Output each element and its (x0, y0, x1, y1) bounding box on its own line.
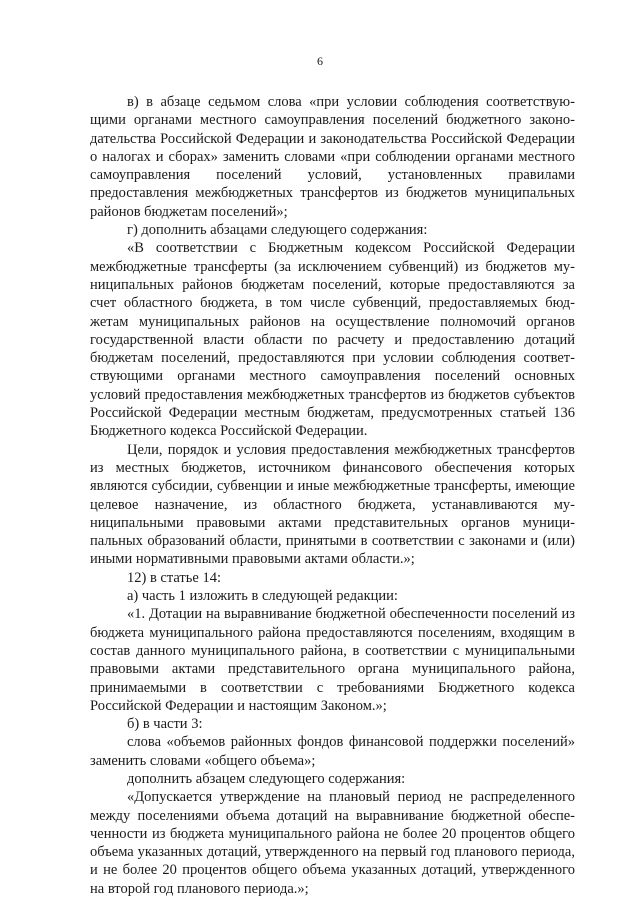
paragraph-budget-code-transfers: «В соответствии с Бюджетным кодексом Российской Федерации межбюджетные трансферты (за исключением субвенций) из бюджетов муниципальных районов бюджетам поселений, которые предоставляются за счет областного бюджета, в том числе субвенций, предоставляемых бюджетам муниципальных районов на осуществление полномочий органов государственной власти области по расчету и предоставлению дотаций бюджетам поселений, предоставляются при условии соблюдения соответствующими органами местного самоуправления поселений основных условий предоставления межбюджетных трансфертов из бюджетов субъектов Российской Федерации местным бюджетам, предусмотренных статьей 136 Бюджетного кодекса Российской Федерации. (90, 240, 575, 440)
paragraph-add-clause: дополнить абзацем следующего содержания: (127, 770, 406, 787)
document-body (90, 93, 575, 898)
paragraph-part-1-heading: а) часть 1 изложить в следующей редакции: (127, 588, 398, 605)
paragraph-words-replacement: слова «объемов районных фондов финансовой поддержки поселений» заменить словами «общего объема»; (90, 734, 575, 769)
paragraph-part-1-text: «1. Дотации на выравнивание бюджетной обеспеченности поселений из бюджета муниципального района предоставляются поселениям, входящим в состав данного муниципального района, в соответствии с муниципальными правовыми актами представительного органа муниципального района, принимаемыми в соответствии с требованиями Бюджетного кодекса Российской Федерации и настоящим Законом.»; (90, 606, 575, 714)
paragraph-transfer-goals: Цели, порядок и условия предоставления межбюджетных трансфертов из местных бюджетов, источником финансового обеспечения которых являются субсидии, субвенции и иные межбюджетные трансферты, имеющие целевое назначение, из областного бюджета, устанавливаются муниципальными правовыми актами представительных органов муниципальных образований области, принятыми в соответствии с законами и (или) иными нормативными правовыми актами области.»; (90, 441, 575, 568)
page-number: 6 (317, 54, 323, 68)
paragraph-planning-period: «Допускается утверждение на плановый период не распределенного между поселениями объема дотаций на выравнивание бюджетной обеспеченности из бюджета муниципального района не более 20 процентов общего объема указанных дотаций, утвержденного на первый год планового периода, и не более 20 процентов общего объема указанных дотаций, утвержденного на второй год планового периода.»; (90, 789, 575, 897)
paragraph-part-3-heading: б) в части 3: (127, 716, 203, 733)
paragraph-article-14: 12) в статье 14: (127, 569, 221, 586)
paragraph-amendment-v: в) в абзаце седьмом слова «при условии соблюдения соответствующими органами местного самоуправления поселений бюджетного законодательства Российской Федерации и законодательства Российской Федерации о налогах и сборах» заменить словами «при соблюдении органами местного самоуправления поселений условий, установленных правилами предоставления межбюджетных трансфертов из бюджетов муниципальных районов бюджетам поселений»; (90, 94, 575, 220)
paragraph-amendment-g: г) дополнить абзацами следующего содержания: (127, 222, 428, 239)
